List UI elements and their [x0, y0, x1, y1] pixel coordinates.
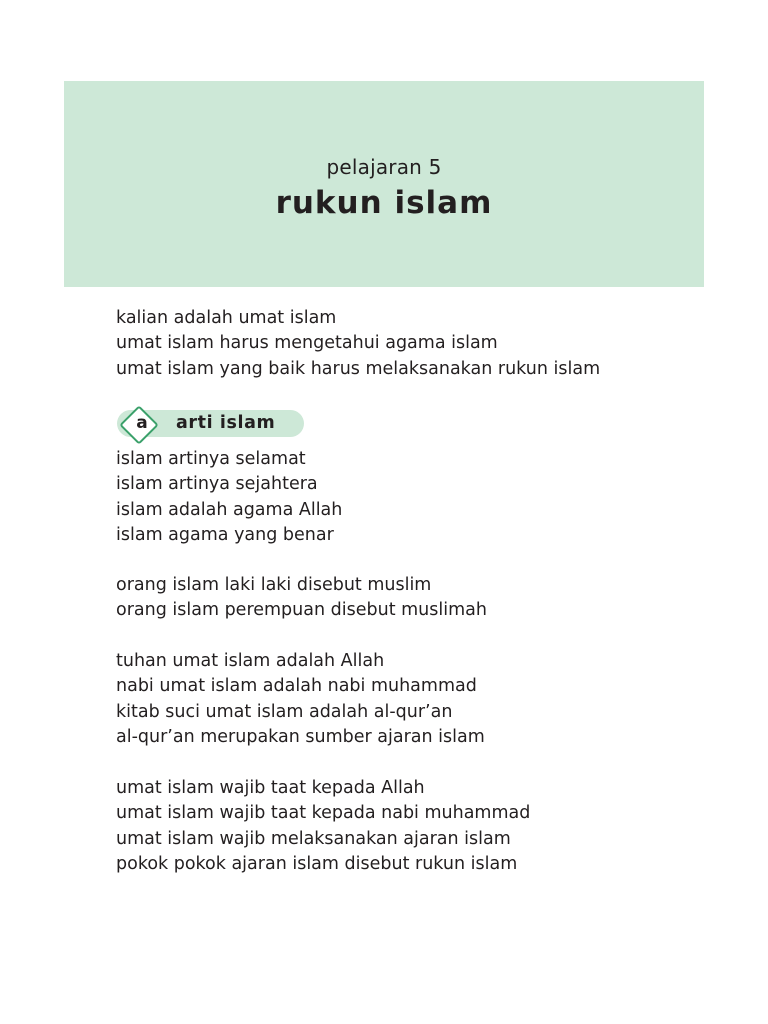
text-line: islam agama yang benar — [116, 524, 334, 545]
text-line: kalian adalah umat islam — [116, 308, 337, 328]
text-line: kitab suci umat islam adalah al-qur’an — [116, 701, 453, 722]
page-title: rukun islam — [275, 185, 493, 221]
text-line: orang islam perempuan disebut muslimah — [116, 600, 487, 621]
text-line: orang islam laki laki disebut muslim — [116, 575, 432, 595]
lesson-header — [64, 81, 704, 287]
intro-paragraph — [116, 306, 716, 382]
section-heading-a — [117, 410, 304, 437]
section-title: arti islam — [176, 413, 276, 433]
text-line: umat islam wajib melaksanakan ajaran islam — [116, 828, 511, 849]
paragraph-faith — [116, 649, 716, 750]
text-line: tuhan umat islam adalah Allah — [116, 651, 385, 671]
section-letter: a — [136, 413, 148, 433]
text-line: umat islam harus mengetahui agama islam — [116, 333, 498, 354]
text-line: pokok pokok ajaran islam disebut rukun islam — [116, 853, 518, 874]
paragraph-muslim — [116, 573, 716, 624]
text-line: umat islam yang baik harus melaksanakan rukun islam — [116, 358, 601, 379]
text-line: nabi umat islam adalah nabi muhammad — [116, 676, 477, 697]
text-line: al-qur’an merupakan sumber ajaran islam — [116, 726, 485, 747]
text-line: umat islam wajib taat kepada nabi muhammad — [116, 803, 531, 824]
text-line: umat islam wajib taat kepada Allah — [116, 778, 425, 798]
paragraph-obligation — [116, 776, 716, 877]
text-line: islam artinya sejahtera — [116, 474, 318, 495]
paragraph-meaning — [116, 447, 716, 548]
text-line: islam adalah agama Allah — [116, 499, 343, 520]
lesson-number: pelajaran 5 — [326, 155, 442, 179]
text-line: islam artinya selamat — [116, 449, 306, 469]
